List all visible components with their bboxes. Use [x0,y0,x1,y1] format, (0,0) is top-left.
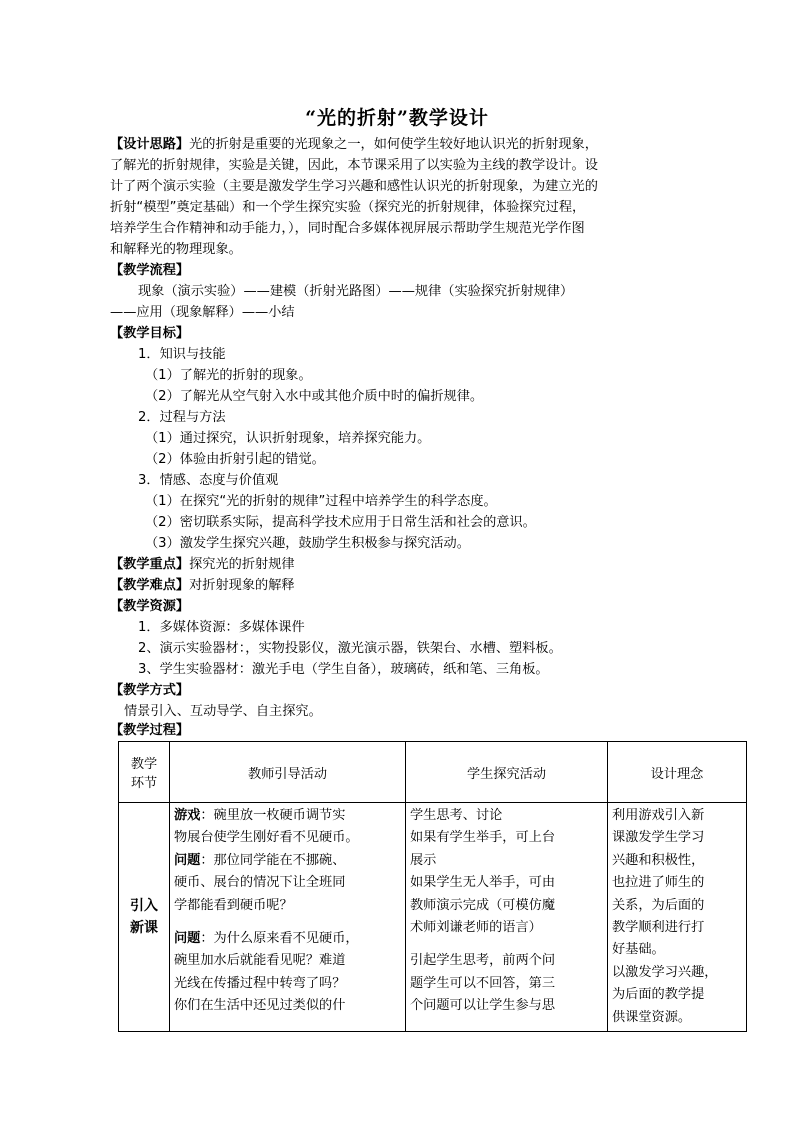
goal-item: 3．情感、态度与价值观 [138,473,279,488]
goal-item: （2）了解光从空气射入水中或其他介质中时的偏折规律。 [145,389,484,404]
flow-line-2: ——应用（现象解释）——小结 [110,305,295,320]
document-title: “光的折射”教学设计 [305,107,489,129]
header-teacher: 教师引导活动 [170,742,406,803]
goal-item: 1．知识与技能 [138,347,226,362]
method-text: 情景引入、互动导学、自主探究。 [124,704,322,719]
design-idea-line-4: 折射“模型”奠定基础）和一个学生探究实验（探究光的折射规律，体验探究过程， [110,200,586,215]
flow-heading: 【教学流程】 [110,263,190,278]
key-point-line: 【教学重点】探究光的折射规律 [110,557,295,572]
goal-item: （2）密切联系实际，提高科学技术应用于日常生活和社会的意识。 [145,515,536,530]
design-idea-line-1: 【设计思路】光的折射是重要的光现象之一，如何使学生较好地认识光的折射现象， [110,137,598,152]
design-idea-line-5: 培养学生合作精神和动手能力，），同时配合多媒体视屏展示帮助学生规范光学作图 [110,221,585,236]
student-cell: 学生思考、讨论 如果有学生举手，可上台 展示 如果学生无人举手，可由 教师演示完成（可模仿魔 术师刘谦老师的语言） 引起学生思考，前两个问 题学生可以不回答，第三 个问题可以让学生参与思 [406,803,608,1032]
design-idea-line-6: 和解释光的物理现象。 [110,242,242,257]
stage-cell: 引入 新课 [119,803,170,1032]
process-heading: 【教学过程】 [110,723,190,738]
game-label: 游戏 [174,808,201,823]
difficulty-heading: 【教学难点】 [110,578,190,593]
flow-line-1: 现象（演示实验）——建模（折射光路图）——规律（实验探究折射规律） [138,284,574,299]
resource-item: 2、演示实验器材：，实物投影仪，激光演示器，铁架台、水槽、塑料板。 [138,641,562,656]
resource-item: 3、学生实验器材：激光手电（学生自备），玻璃砖，纸和笔、三角板。 [138,662,549,677]
goal-item: （1）了解光的折射的现象。 [145,368,312,383]
design-idea-line-2: 了解光的折射规律，实验是关键，因此，本节课采用了以实验为主线的教学设计。设 [110,158,598,173]
method-heading: 【教学方式】 [110,683,190,698]
goal-item: （1）在探究“光的折射的规律”过程中培养学生的科学态度。 [145,494,497,509]
table-row [119,803,747,1032]
goal-item: （3）激发学生探究兴趣，鼓励学生积极参与探究活动。 [145,536,470,551]
teacher-cell: 游戏：碗里放一枚硬币调节实 物展台使学生刚好看不见硬币。 问题：那位同学能在不挪碗、 硬币、展台的情况下让全班同 学都能看到硬币呢？ 问题：为什么原来看不见硬币， 碗里加水后就能看见呢？难道 光线在传播过程中转弯了吗？ 你们在生活中还见过类似的什 [170,803,406,1032]
key-point-heading: 【教学重点】 [110,557,190,572]
goal-item: （2）体验由折射引起的错觉。 [145,452,325,467]
goals-heading: 【教学目标】 [110,326,190,341]
header-stage: 教学 环节 [119,742,170,803]
header-student: 学生探究活动 [406,742,608,803]
question-label: 问题 [174,852,201,868]
header-concept: 设计理念 [608,742,747,803]
goal-item: 2．过程与方法 [138,410,226,425]
concept-cell: 利用游戏引入新 课激发学生学习 兴趣和积极性， 也拉进了师生的 关系，为后面的 教学顺利进行打 好基础。 以激发学习兴趣， 为后面的教学提 供课堂资源。 [608,803,747,1032]
resource-item: 1．多媒体资源：多媒体课件 [138,620,305,635]
table-header-row [119,742,747,803]
goal-item: （1）通过探究，认识折射现象，培养探究能力。 [145,431,431,446]
design-idea-line-3: 计了两个演示实验（主要是激发学生学习兴趣和感性认识光的折射现象，为建立光的 [110,179,598,194]
question-label: 问题 [174,931,201,947]
difficulty-line: 【教学难点】对折射现象的解释 [110,578,295,593]
resources-heading: 【教学资源】 [110,599,190,614]
design-idea-heading: 【设计思路】 [110,137,190,152]
process-table [118,741,747,1032]
